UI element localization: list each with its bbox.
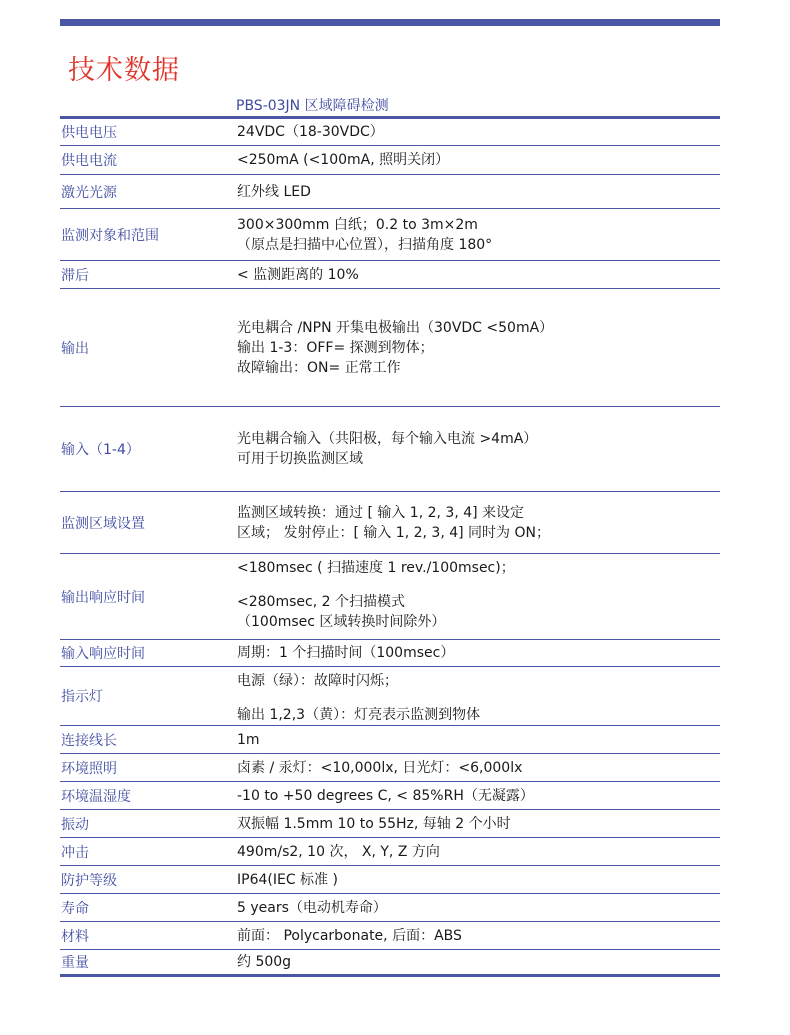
spec-row	[60, 174, 720, 208]
spec-value	[237, 289, 720, 406]
spec-value-line: 光电耦合 /NPN 开集电极输出（30VDC <50mA）	[237, 319, 554, 336]
spec-label: 防护等级	[61, 872, 117, 889]
spec-row	[60, 781, 720, 809]
spec-value	[237, 554, 720, 639]
spec-table	[60, 116, 720, 977]
spec-row	[60, 725, 720, 753]
spec-label: 供电电流	[61, 153, 117, 169]
spec-row	[60, 208, 720, 260]
spec-row	[60, 145, 720, 174]
spec-value-line: 监测区域转换：通过 [ 输入 1, 2, 3, 4] 来设定	[237, 504, 525, 521]
top-accent-bar	[60, 19, 720, 26]
spec-value	[237, 866, 720, 893]
spec-value-line: 电源（绿）：故障时闪烁；	[237, 673, 398, 689]
spec-value	[237, 754, 720, 781]
spec-row	[60, 639, 720, 666]
spec-value	[237, 407, 720, 491]
spec-value-line: 红外线 LED	[237, 183, 311, 200]
spec-value-line: <250mA (<100mA, 照明关闭）	[237, 152, 450, 168]
spec-value-line: （100msec 区域转换时间除外）	[237, 614, 446, 630]
spec-label: 重量	[61, 955, 89, 971]
spec-row	[60, 837, 720, 865]
spec-label: 环境温湿度	[61, 788, 131, 805]
spec-value-line: 输出 1,2,3（黄）：灯亮表示监测到物体	[237, 707, 481, 723]
spec-value-line: 卤素 / 汞灯：<10,000lx, 日光灯：<6,000lx	[237, 759, 523, 776]
spec-value	[237, 838, 720, 865]
spec-label: 输入响应时间	[61, 646, 145, 662]
spec-label: 寿命	[61, 900, 89, 917]
spec-value-line: -10 to +50 degrees C, < 85%RH（无凝露）	[237, 787, 534, 804]
spec-value	[237, 209, 720, 260]
spec-value-line: 5 years（电动机寿命）	[237, 899, 387, 916]
spec-label: 输入（1-4）	[61, 442, 140, 458]
spec-value-line: 周期：1 个扫描时间（100msec）	[237, 645, 455, 661]
spec-value	[237, 922, 720, 949]
spec-label: 环境照明	[61, 760, 117, 777]
spec-row	[60, 949, 720, 977]
spec-value	[237, 640, 720, 666]
spec-value-line: （原点是扫描中心位置），扫描角度 180°	[237, 236, 493, 253]
product-name: PBS-03JN 区域障碍检测	[236, 98, 389, 114]
spec-value	[237, 261, 720, 288]
spec-label: 冲击	[61, 844, 89, 861]
spec-value-line: <280msec, 2 个扫描模式	[237, 594, 405, 610]
spec-value-line: <180msec ( 扫描速度 1 rev./100msec)；	[237, 560, 515, 576]
spec-value	[237, 782, 720, 809]
spec-row	[60, 666, 720, 725]
spec-row	[60, 116, 720, 145]
spec-label: 监测区域设置	[61, 515, 145, 532]
spec-value-line: 可用于切换监测区域	[237, 451, 363, 467]
spec-value-line: 1m	[237, 731, 260, 748]
spec-row	[60, 406, 720, 491]
spec-value	[237, 175, 720, 208]
spec-row	[60, 893, 720, 921]
spec-value	[237, 810, 720, 837]
spec-value	[237, 492, 720, 553]
spec-label: 输出	[61, 340, 89, 357]
spec-label: 滞后	[61, 267, 89, 284]
spec-row	[60, 865, 720, 893]
spec-row	[60, 260, 720, 288]
spec-label: 连接线长	[61, 732, 117, 749]
spec-value	[237, 146, 720, 174]
spec-value	[237, 667, 720, 725]
spec-row	[60, 753, 720, 781]
spec-row	[60, 491, 720, 553]
page-title: 技术数据	[68, 55, 180, 86]
spec-label: 供电电压	[61, 125, 117, 141]
spec-value-line: 300×300mm 白纸；0.2 to 3m×2m	[237, 216, 478, 233]
spec-label: 振动	[61, 816, 89, 833]
spec-value-line: 输出 1-3：OFF= 探测到物体；	[237, 339, 434, 356]
spec-value-line: 约 500g	[237, 954, 292, 970]
spec-value-line: 双振幅 1.5mm 10 to 55Hz, 每轴 2 个小时	[237, 815, 511, 832]
spec-value	[237, 950, 720, 974]
spec-value-line: 故障输出：ON= 正常工作	[237, 359, 401, 376]
spec-value-line: 前面： Polycarbonate, 后面：ABS	[237, 927, 462, 944]
spec-value-line: 490m/s2, 10 次， X, Y, Z 方向	[237, 843, 440, 860]
spec-row	[60, 809, 720, 837]
spec-value	[237, 726, 720, 753]
spec-label: 指示灯	[61, 689, 103, 705]
spec-value-line: < 监测距离的 10%	[237, 266, 359, 283]
spec-label: 监测对象和范围	[61, 227, 159, 244]
spec-label: 输出响应时间	[61, 589, 145, 606]
spec-row	[60, 921, 720, 949]
spec-value-line: IP64(IEC 标准 )	[237, 871, 338, 888]
spec-value	[237, 119, 720, 145]
spec-label: 激光光源	[61, 184, 117, 201]
spec-value-line: 24VDC（18-30VDC）	[237, 124, 384, 140]
spec-row	[60, 288, 720, 406]
spec-value-line: 光电耦合输入（共阳极，每个输入电流 >4mA）	[237, 431, 538, 447]
spec-value	[237, 894, 720, 921]
spec-value-line: 区域； 发射停止：[ 输入 1, 2, 3, 4] 同时为 ON；	[237, 524, 550, 541]
spec-label: 材料	[61, 928, 89, 945]
spec-row	[60, 553, 720, 639]
